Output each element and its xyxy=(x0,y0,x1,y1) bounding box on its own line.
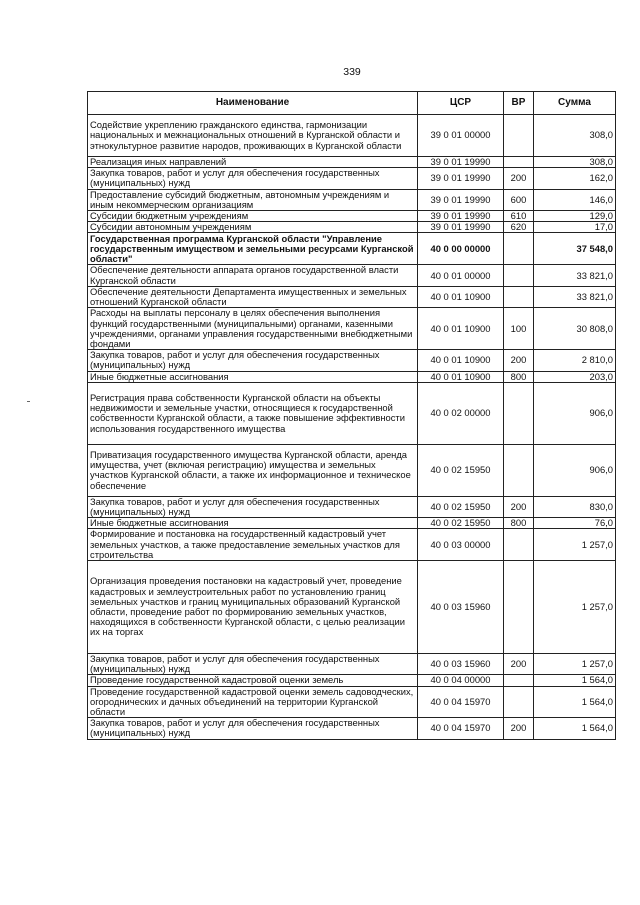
row-name: Государственная программа Курганской области "Управление государственным имуществом и земельными ресурсами Курганской области" xyxy=(88,233,418,265)
row-sum: 203,0 xyxy=(534,371,616,382)
table-row xyxy=(88,222,616,233)
table-row xyxy=(88,654,616,675)
row-csr-code: 40 0 00 00000 xyxy=(418,233,504,265)
row-vr-code: 200 xyxy=(504,350,534,371)
row-sum: 308,0 xyxy=(534,157,616,168)
row-vr-code xyxy=(504,382,534,444)
row-sum: 2 810,0 xyxy=(534,350,616,371)
row-sum: 1 257,0 xyxy=(534,654,616,675)
row-name: Закупка товаров, работ и услуг для обеспечения государственных (муниципальных) нужд xyxy=(88,496,418,517)
row-name: Предоставление субсидий бюджетным, автономным учреждениям и иным некоммерческим организациям xyxy=(88,189,418,210)
row-csr-code: 40 0 02 00000 xyxy=(418,382,504,444)
row-csr-code: 40 0 03 00000 xyxy=(418,529,504,561)
table-row xyxy=(88,286,616,307)
row-sum: 308,0 xyxy=(534,115,616,157)
row-csr-code: 40 0 03 15960 xyxy=(418,654,504,675)
row-sum: 146,0 xyxy=(534,189,616,210)
row-name: Субсидии автономным учреждениям xyxy=(88,222,418,233)
table-row xyxy=(88,308,616,350)
row-csr-code: 40 0 03 15960 xyxy=(418,561,504,654)
row-name: Проведение государственной кадастровой оценки земель садоводческих, огороднических и дачных объединений на территории Курганской области xyxy=(88,686,418,718)
row-sum: 33 821,0 xyxy=(534,265,616,286)
row-csr-code: 39 0 01 19990 xyxy=(418,211,504,222)
row-csr-code: 40 0 02 15950 xyxy=(418,518,504,529)
row-name: Иные бюджетные ассигнования xyxy=(88,518,418,529)
row-sum: 1 564,0 xyxy=(534,675,616,686)
row-name: Содействие укреплению гражданского единства, гармонизации национальных и межнациональных отношений в Курганской области и этнокультурное развитие народов, проживающих в Курганской области xyxy=(88,115,418,157)
table-row xyxy=(88,686,616,718)
row-sum: 33 821,0 xyxy=(534,286,616,307)
row-csr-code: 40 0 01 00000 xyxy=(418,265,504,286)
row-name: Закупка товаров, работ и услуг для обеспечения государственных (муниципальных) нужд xyxy=(88,168,418,189)
row-name: Закупка товаров, работ и услуг для обеспечения государственных (муниципальных) нужд xyxy=(88,654,418,675)
table-row xyxy=(88,189,616,210)
row-csr-code: 40 0 01 10900 xyxy=(418,371,504,382)
row-name: Регистрация права собственности Курганской области на объекты недвижимости и земельные участки, относящиеся к государственной собственности Курганской области, а также повышение эффективности использования государственного имущества xyxy=(88,382,418,444)
row-sum: 1 564,0 xyxy=(534,718,616,739)
row-csr-code: 39 0 01 00000 xyxy=(418,115,504,157)
table-row xyxy=(88,265,616,286)
row-name: Приватизация государственного имущества Курганской области, аренда имущества, учет (включая регистрацию) имущества и земельных участков Курганской области, а также их информационное и техническое обеспечение xyxy=(88,444,418,496)
table-row xyxy=(88,350,616,371)
row-sum: 830,0 xyxy=(534,496,616,517)
table-row xyxy=(88,233,616,265)
table-row xyxy=(88,561,616,654)
table-body xyxy=(88,115,616,740)
row-vr-code xyxy=(504,157,534,168)
header-sum: Сумма xyxy=(534,92,616,115)
header-vr: ВР xyxy=(504,92,534,115)
row-sum: 76,0 xyxy=(534,518,616,529)
row-csr-code: 39 0 01 19990 xyxy=(418,157,504,168)
row-vr-code: 200 xyxy=(504,654,534,675)
table-row xyxy=(88,168,616,189)
margin-mark xyxy=(27,401,30,402)
row-vr-code xyxy=(504,265,534,286)
row-vr-code xyxy=(504,115,534,157)
row-sum: 1 564,0 xyxy=(534,686,616,718)
row-csr-code: 40 0 01 10900 xyxy=(418,308,504,350)
row-vr-code: 800 xyxy=(504,371,534,382)
row-name: Проведение государственной кадастровой оценки земель xyxy=(88,675,418,686)
row-vr-code xyxy=(504,444,534,496)
table-row xyxy=(88,518,616,529)
table-row xyxy=(88,382,616,444)
row-name: Закупка товаров, работ и услуг для обеспечения государственных (муниципальных) нужд xyxy=(88,718,418,739)
row-vr-code: 800 xyxy=(504,518,534,529)
table-row xyxy=(88,529,616,561)
row-csr-code: 39 0 01 19990 xyxy=(418,222,504,233)
header-csr: ЦСР xyxy=(418,92,504,115)
row-sum: 17,0 xyxy=(534,222,616,233)
row-vr-code: 600 xyxy=(504,189,534,210)
row-csr-code: 40 0 04 15970 xyxy=(418,686,504,718)
row-sum: 30 808,0 xyxy=(534,308,616,350)
row-csr-code: 40 0 02 15950 xyxy=(418,496,504,517)
budget-table xyxy=(87,91,616,740)
row-sum: 1 257,0 xyxy=(534,561,616,654)
page-number: 339 xyxy=(343,66,361,78)
row-sum: 906,0 xyxy=(534,382,616,444)
row-name: Закупка товаров, работ и услуг для обеспечения государственных (муниципальных) нужд xyxy=(88,350,418,371)
row-csr-code: 39 0 01 19990 xyxy=(418,189,504,210)
table-row xyxy=(88,444,616,496)
table-row xyxy=(88,115,616,157)
table-row xyxy=(88,211,616,222)
row-name: Субсидии бюджетным учреждениям xyxy=(88,211,418,222)
row-name: Обеспечение деятельности аппарата органов государственной власти Курганской области xyxy=(88,265,418,286)
row-csr-code: 40 0 02 15950 xyxy=(418,444,504,496)
table-row xyxy=(88,718,616,739)
table-header-row xyxy=(88,92,616,115)
row-vr-code xyxy=(504,675,534,686)
row-sum: 1 257,0 xyxy=(534,529,616,561)
table-row xyxy=(88,371,616,382)
row-vr-code xyxy=(504,529,534,561)
row-vr-code: 200 xyxy=(504,496,534,517)
row-vr-code: 100 xyxy=(504,308,534,350)
row-vr-code: 620 xyxy=(504,222,534,233)
row-name: Иные бюджетные ассигнования xyxy=(88,371,418,382)
row-csr-code: 40 0 04 15970 xyxy=(418,718,504,739)
row-name: Расходы на выплаты персоналу в целях обеспечения выполнения функций государственными (муниципальными) органами, казенными учреждениями, органами управления государственными внебюджетными фондами xyxy=(88,308,418,350)
row-vr-code xyxy=(504,233,534,265)
row-name: Обеспечение деятельности Департамента имущественных и земельных отношений Курганской области xyxy=(88,286,418,307)
row-sum: 162,0 xyxy=(534,168,616,189)
row-sum: 906,0 xyxy=(534,444,616,496)
row-csr-code: 39 0 01 19990 xyxy=(418,168,504,189)
row-vr-code: 610 xyxy=(504,211,534,222)
row-vr-code: 200 xyxy=(504,718,534,739)
row-vr-code xyxy=(504,286,534,307)
row-csr-code: 40 0 01 10900 xyxy=(418,286,504,307)
row-csr-code: 40 0 01 10900 xyxy=(418,350,504,371)
table-row xyxy=(88,496,616,517)
row-sum: 129,0 xyxy=(534,211,616,222)
row-sum: 37 548,0 xyxy=(534,233,616,265)
row-vr-code: 200 xyxy=(504,168,534,189)
row-vr-code xyxy=(504,561,534,654)
row-name: Реализация иных направлений xyxy=(88,157,418,168)
table-row xyxy=(88,675,616,686)
row-vr-code xyxy=(504,686,534,718)
row-csr-code: 40 0 04 00000 xyxy=(418,675,504,686)
row-name: Организация проведения постановки на кадастровый учет, проведение кадастровых и землеустроительных работ по установлению границ земельных участков и границ муниципальных образований Курганской области, проведение работ по формированию земельных участков, находящихся в собственности Курганской области, с целью реализации их на торгах xyxy=(88,561,418,654)
header-name: Наименование xyxy=(88,92,418,115)
table-row xyxy=(88,157,616,168)
row-name: Формирование и постановка на государственный кадастровый учет земельных участков, а также предоставление земельных участков для строительства xyxy=(88,529,418,561)
